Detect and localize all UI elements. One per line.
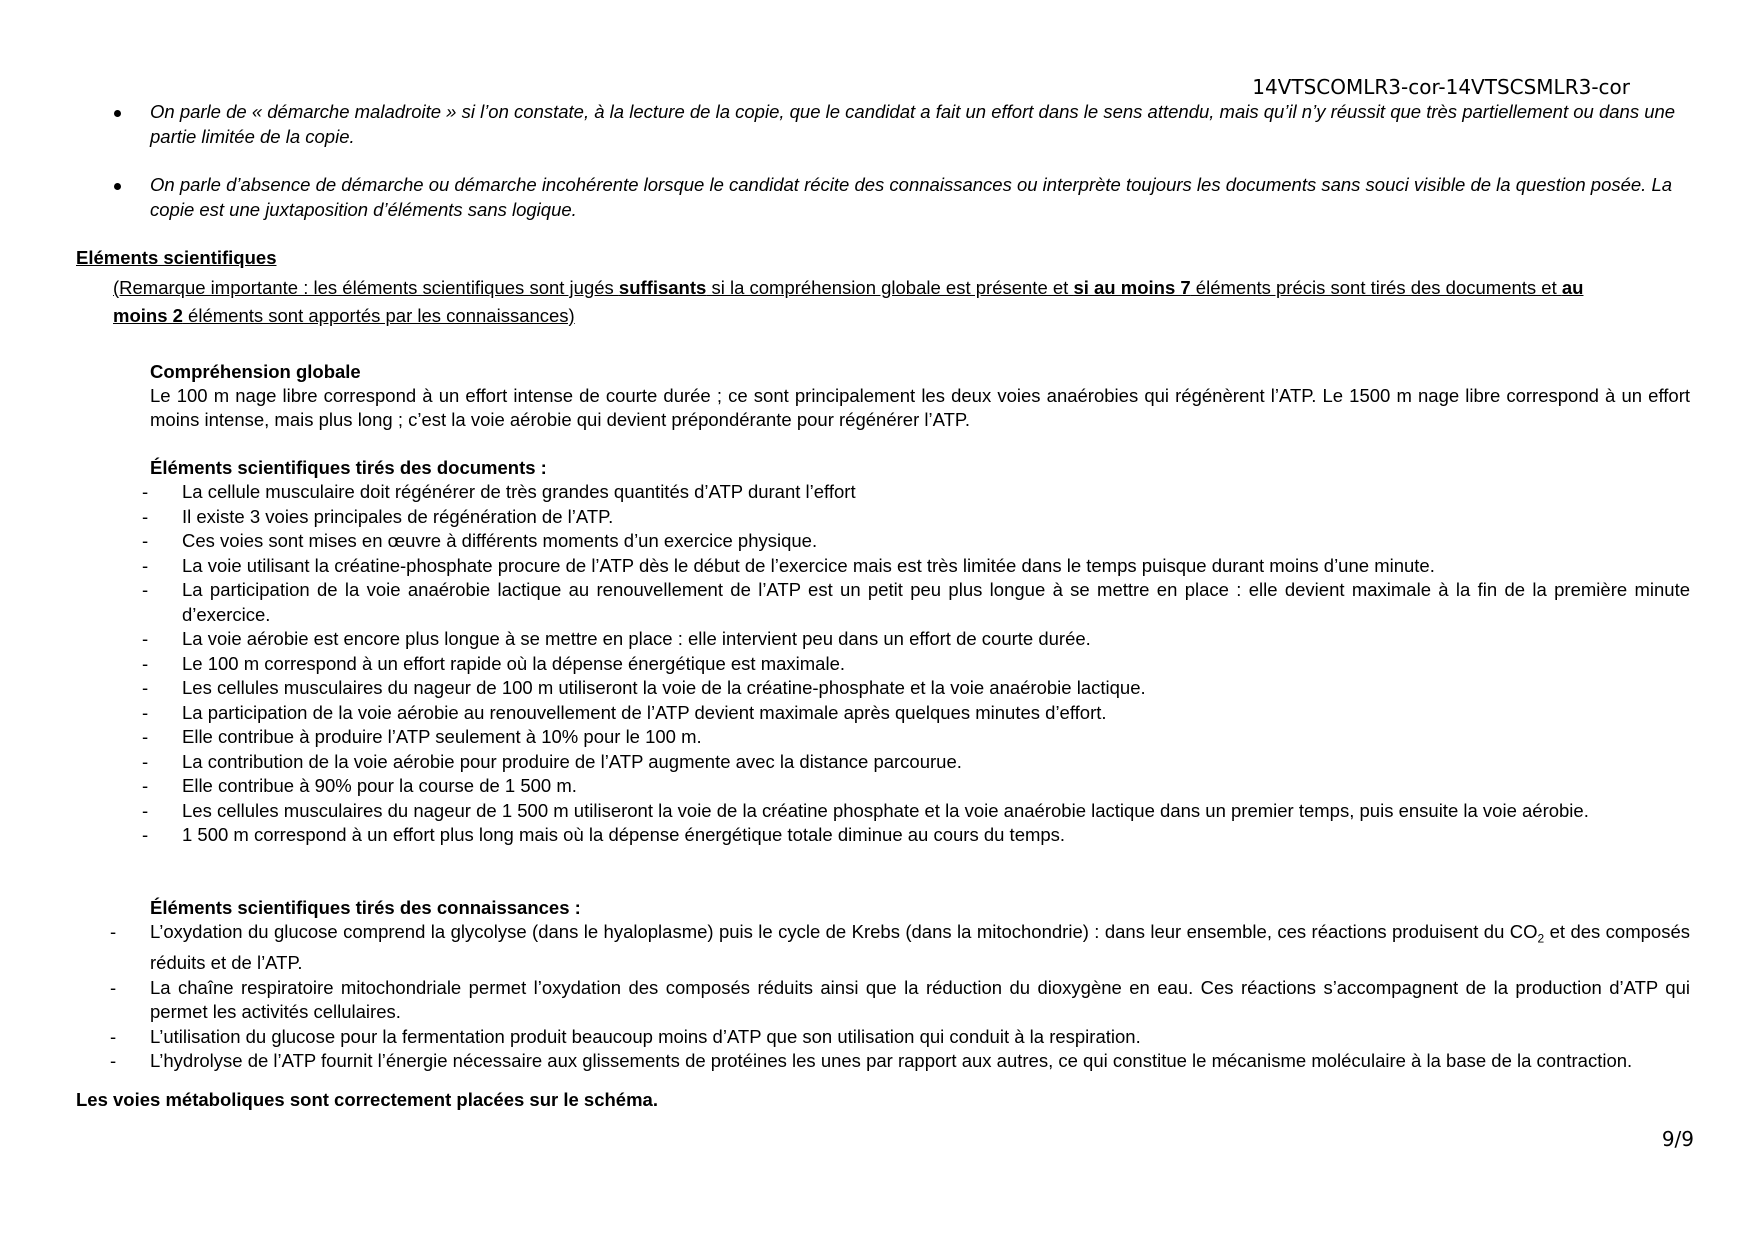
comprehension-text: Le 100 m nage libre correspond à un effort intense de courte durée ; ce sont principalement les deux voies anaérobies qui régénèrent l’ATP. Le 1500 m nage libre correspond à un effort moins intense, mais plus long ; c’est la voie aérobie qui devient prépondérante pour régénérer l’ATP. bbox=[150, 385, 1690, 430]
page-number: 9/9 bbox=[1661, 1127, 1694, 1151]
bullet-item: On parle d’absence de démarche ou démarche incohérente lorsque le candidat récite des connaissances ou interprète toujours les documents sans souci visible de la question posée. La copie est une juxtaposition d’éléments sans logique. bbox=[110, 173, 1690, 222]
knowledge-list bbox=[110, 920, 1690, 1074]
knowledge-title: Éléments scientifiques tirés des connaissances : bbox=[150, 897, 581, 918]
list-item: - La chaîne respiratoire mitochondriale permet l’oxydation des composés réduits ainsi que la réduction du dioxygène en eau. Ces réactions s’accompagnent de la production d’ATP qui permet les activités cellulaires. bbox=[110, 976, 1690, 1023]
list-item: - Elle contribue à 90% pour la course de 1 500 m. bbox=[142, 775, 577, 796]
documents-title: Éléments scientifiques tirés des documents : bbox=[150, 457, 547, 478]
list-item: - 1 500 m correspond à un effort plus long mais où la dépense énergétique totale diminue au cours du temps. bbox=[142, 824, 1066, 845]
list-item: - Ces voies sont mises en œuvre à différents moments d’un exercice physique. bbox=[142, 530, 818, 551]
list-item: - Il existe 3 voies principales de régénération de l’ATP. bbox=[142, 505, 614, 527]
comprehension-block bbox=[150, 360, 1690, 432]
list-item: - Le 100 m correspond à un effort rapide où la dépense énergétique est maximale. bbox=[142, 652, 846, 674]
list-item: - La participation de la voie aérobie au renouvellement de l’ATP devient maximale après quelques minutes d’effort. bbox=[142, 701, 1107, 723]
list-item: - L’oxydation du glucose comprend la glycolyse (dans le hyaloplasme) puis le cycle de Krebs (dans la mitochondrie) : dans leur ensemble, ces réactions produisent du $CO_2$ et des composés réduits et de l’ATP. bbox=[110, 921, 1690, 974]
documents-list bbox=[142, 480, 1690, 848]
knowledge-block bbox=[110, 896, 1690, 1074]
list-item: - La voie aérobie est encore plus longue à se mettre en place : elle intervient peu dans un effort de courte durée. bbox=[142, 628, 1091, 649]
documents-block bbox=[142, 456, 1690, 848]
bullet-list bbox=[110, 100, 1690, 222]
comprehension-title: Compréhension globale bbox=[150, 361, 361, 382]
bullet-dot-icon bbox=[114, 183, 121, 190]
list-item: - Les cellules musculaires du nageur de 1 500 m utiliseront la voie de la créatine phosphate et la voie anaérobie lactique dans un premier temps, puis ensuite la voie aérobie. bbox=[142, 799, 1589, 821]
list-item: - La cellule musculaire doit régénérer de très grandes quantités d’ATP durant l’effort bbox=[142, 481, 856, 502]
bullet-dot-icon bbox=[114, 110, 121, 117]
final-note: Les voies métaboliques sont correctement placées sur le schéma. bbox=[76, 1089, 658, 1110]
remark-note: (Remarque importante : les éléments scientifiques sont jugés suffisants si la compréhension globale est présente et si au moins 7 éléments précis sont tirés des documents et au moins 2 éléments sont apportés par les connaissances) bbox=[113, 277, 1584, 326]
list-item: - L’hydrolyse de l’ATP fournit l’énergie nécessaire aux glissements de protéines les unes par rapport aux autres, ce qui constitue le mécanisme moléculaire à la base de la contraction. bbox=[110, 1050, 1633, 1072]
list-item: - La contribution de la voie aérobie pour produire de l’ATP augmente avec la distance parcourue. bbox=[142, 750, 962, 772]
list-item: - La participation de la voie anaérobie lactique au renouvellement de l’ATP est un petit peu plus longue à se mettre en place : elle devient maximale à la fin de la première minute d’exercice. bbox=[142, 579, 1690, 625]
list-item: - La voie utilisant la créatine-phosphate procure de l’ATP dès le début de l’exercice mais est très limitée dans le temps puisque durant moins d’une minute. bbox=[142, 554, 1435, 576]
list-item: - Les cellules musculaires du nageur de 100 m utiliseront la voie de la créatine-phosphate et la voie anaérobie lactique. bbox=[142, 677, 1146, 698]
list-item: - L’utilisation du glucose pour la fermentation produit beaucoup moins d’ATP que son utilisation qui conduit à la respiration. bbox=[110, 1025, 1141, 1047]
section-title: Eléments scientifiques bbox=[76, 247, 277, 268]
document-code: 14VTSCOMLR3-cor-14VTSCSMLR3-cor bbox=[1252, 75, 1630, 99]
list-item: - Elle contribue à produire l’ATP seulement à 10% pour le 100 m. bbox=[142, 726, 702, 747]
bullet-item: On parle de « démarche maladroite » si l’on constate, à la lecture de la copie, que le candidat a fait un effort dans le sens attendu, mais qu’il n’y réussit que très partiellement ou dans une partie limitée de la copie. bbox=[110, 100, 1690, 149]
